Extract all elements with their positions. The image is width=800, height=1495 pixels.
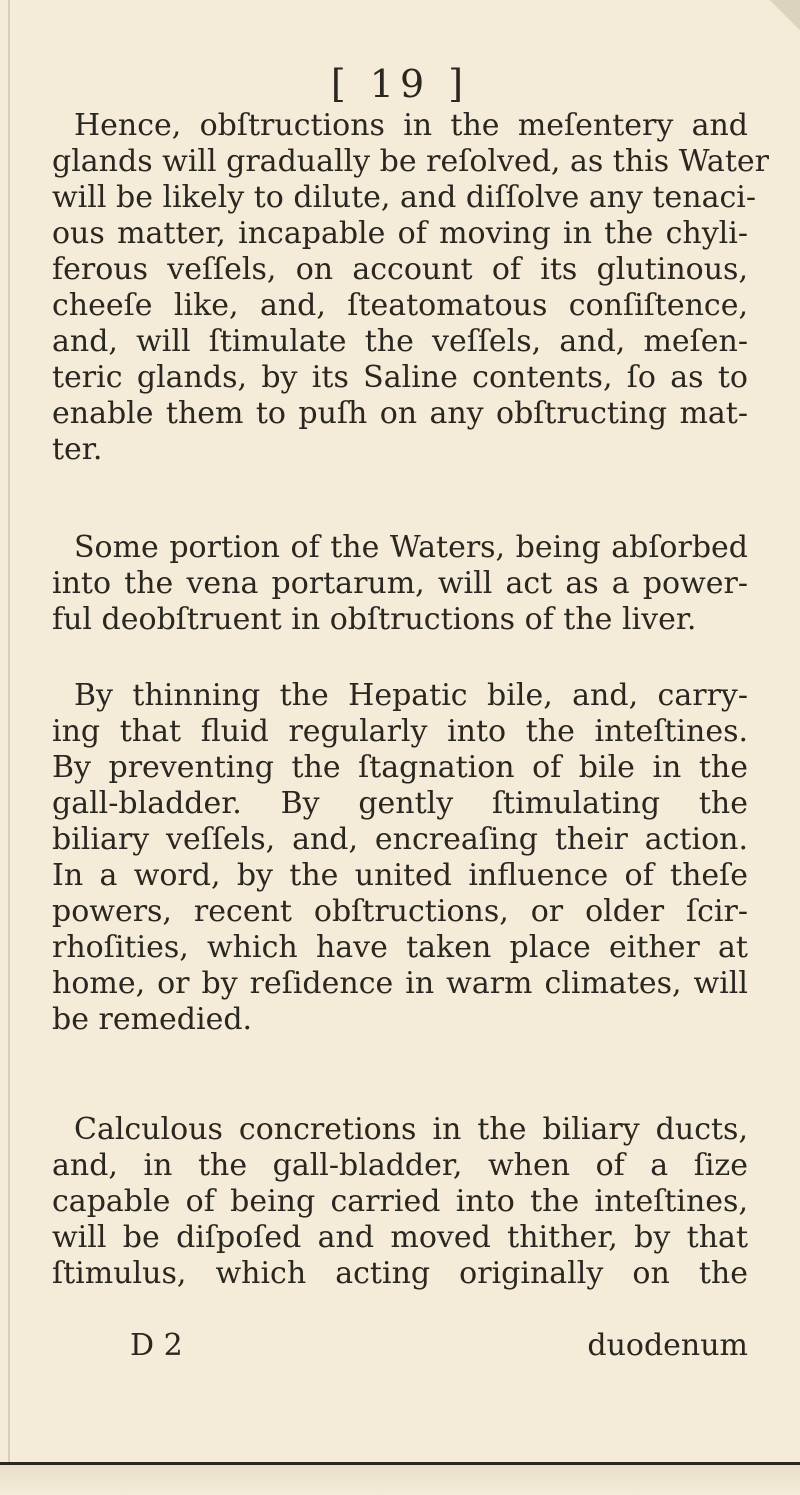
page-number: [ 19 ] xyxy=(330,62,470,106)
paragraph-3 xyxy=(52,678,748,1038)
text-line: biliary veſſels, and, encreaſing their action. xyxy=(52,822,748,857)
page-corner-fold xyxy=(770,0,800,30)
text-line: ſtimulus, which acting originally on the xyxy=(52,1256,748,1291)
text-line: capable of being carried into the inteſtines, xyxy=(52,1184,748,1219)
text-line: teric glands, by its Saline contents, ſo as to xyxy=(52,360,748,395)
text-line: cheeſe like, and, ſteatomatous conſiſtence, xyxy=(52,288,748,323)
text-line: will be likely to dilute, and diſſolve any tenaci- xyxy=(52,180,757,215)
text-line: into the vena portarum, will act as a power- xyxy=(52,566,748,601)
text-line: glands will gradually be reſolved, as this Water xyxy=(52,144,769,179)
text-line: gall-bladder. By gently ſtimulating the xyxy=(52,786,748,821)
text-line: and, will ſtimulate the veſſels, and, meſen- xyxy=(52,324,748,359)
text-line: and, in the gall-bladder, when of a ſize xyxy=(52,1148,748,1183)
text-line: be remedied. xyxy=(52,1002,253,1037)
text-line: home, or by reſidence in warm climates, will xyxy=(52,966,748,1001)
catchword: duodenum xyxy=(587,1328,748,1363)
text-line: will be diſpoſed and moved thither, by that xyxy=(52,1220,748,1255)
paragraph-2 xyxy=(52,530,748,638)
text-line: ing that fluid regularly into the inteſtines. xyxy=(52,714,748,749)
text-line: By preventing the ſtagnation of bile in the xyxy=(52,750,748,785)
signature-mark: D 2 xyxy=(130,1328,183,1363)
text-line: powers, recent obſtructions, or older ſcir- xyxy=(52,894,748,929)
paragraph-4 xyxy=(52,1112,748,1292)
page-binding-edge xyxy=(8,0,10,1470)
text-line: ous matter, incapable of moving in the chyli- xyxy=(52,216,748,251)
text-line: Hence, obſtructions in the meſentery and xyxy=(74,108,748,143)
text-line: Some portion of the Waters, being abſorbed xyxy=(74,530,748,565)
text-line: ferous veſſels, on account of its glutinous, xyxy=(52,252,748,287)
text-line: In a word, by the united influence of theſe xyxy=(52,858,748,893)
page-bottom-edge xyxy=(0,1462,800,1495)
text-line: Calculous concretions in the biliary ducts, xyxy=(74,1112,748,1147)
text-line: rhoſities, which have taken place either at xyxy=(52,930,748,965)
text-line: ful deobſtruent in obſtructions of the liver. xyxy=(52,602,697,637)
paragraph-1 xyxy=(52,108,769,468)
text-line: enable them to puſh on any obſtructing mat- xyxy=(52,396,748,431)
text-line: ter. xyxy=(52,432,103,467)
text-line: By thinning the Hepatic bile, and, carry- xyxy=(74,678,748,713)
